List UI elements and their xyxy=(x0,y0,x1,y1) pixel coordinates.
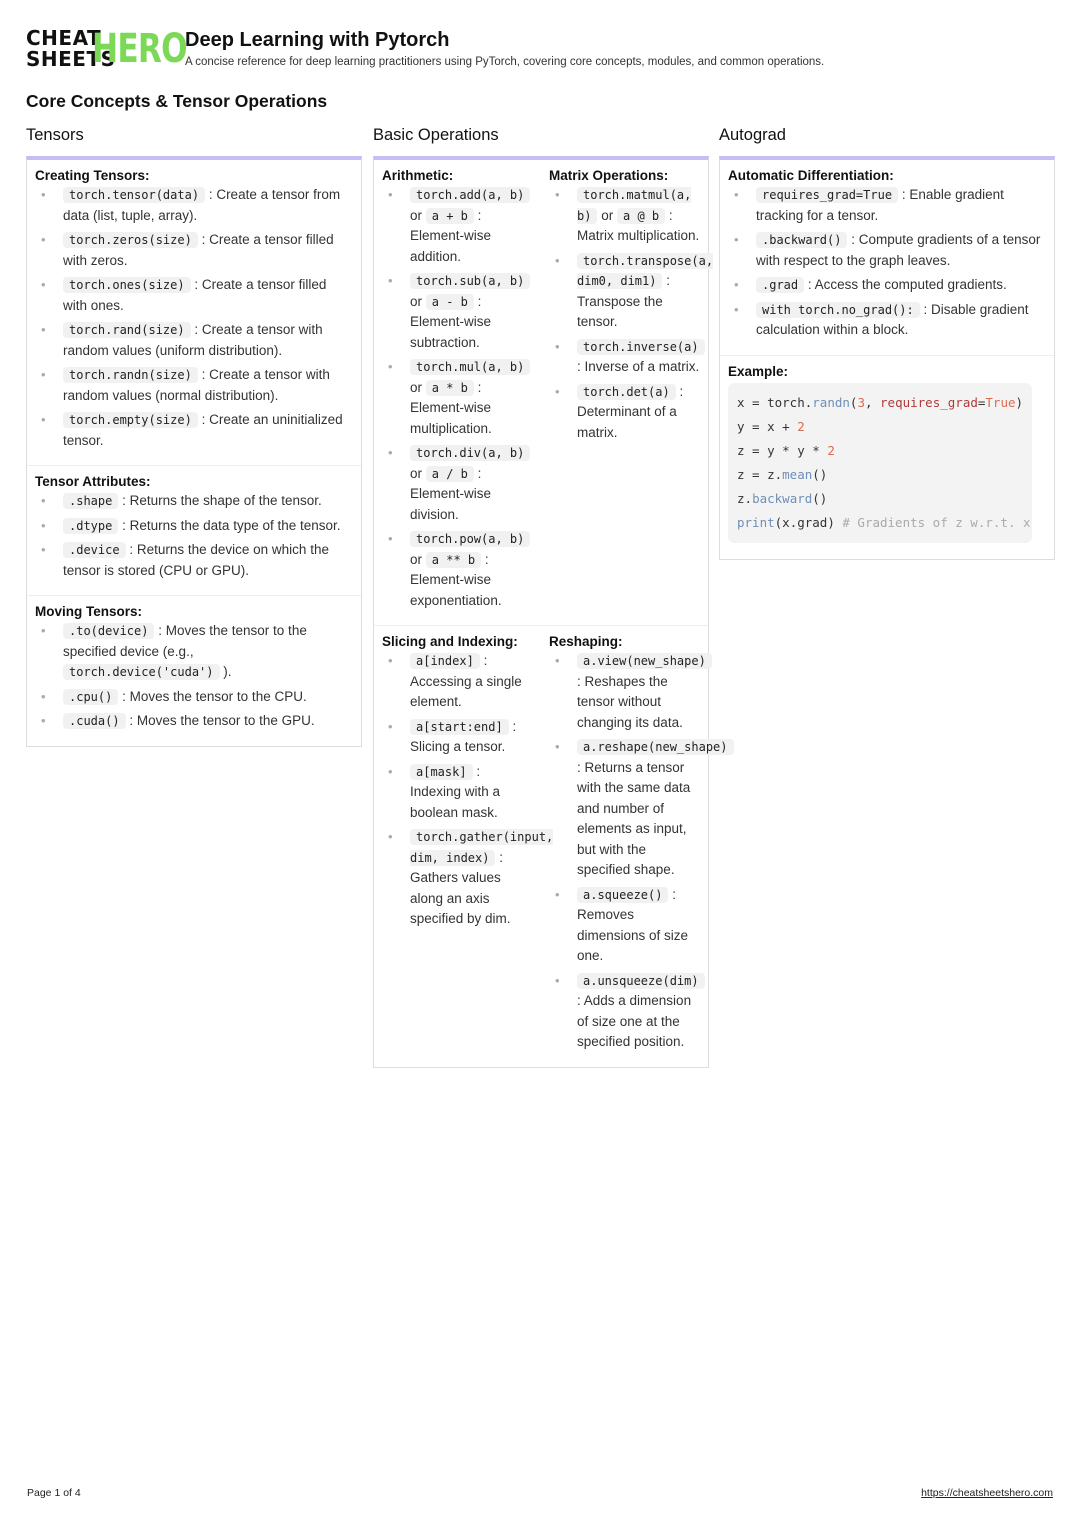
matrix-operations-heading: Matrix Operations: xyxy=(549,168,669,183)
or-text: or xyxy=(601,207,614,223)
item-text: : Create an uninitialized tensor. xyxy=(63,412,343,448)
code-line xyxy=(737,463,1023,487)
list-item xyxy=(35,621,353,683)
list-item xyxy=(549,651,706,733)
code-snippet: .to(device) xyxy=(63,623,154,639)
item-text: : Returns the shape of the tensor. xyxy=(122,493,322,508)
item-text: : Transpose the tensor. xyxy=(577,273,671,329)
list-item xyxy=(549,185,700,247)
code-token: z = z. xyxy=(737,466,783,482)
item-text: : Moves the tensor to the specified device (e.g., xyxy=(63,623,307,659)
or-text: or xyxy=(410,293,423,309)
reshaping-block xyxy=(541,626,728,1067)
tensors-title: Tensors xyxy=(26,126,84,144)
list-item xyxy=(35,320,353,361)
moving-tensors-heading: Moving Tensors: xyxy=(35,604,143,619)
list-item xyxy=(35,540,353,581)
or-text: or xyxy=(410,207,423,223)
matrix-operations-block xyxy=(541,160,714,625)
slicing-block xyxy=(374,626,554,1067)
creating-tensors-heading: Creating Tensors: xyxy=(35,168,150,183)
moving-tensors-block xyxy=(27,596,361,746)
page-title: Deep Learning with Pytorch xyxy=(185,29,450,51)
list-item xyxy=(382,357,533,439)
item-text: : Enable gradient tracking for a tensor. xyxy=(756,187,1004,223)
code-snippet: a[start:end] xyxy=(410,719,509,735)
code-snippet: torch.add(a, b) xyxy=(410,187,530,203)
page-subtitle: A concise reference for deep learning practitioners using PyTorch, covering core concepts, modules, and common operations. xyxy=(185,56,825,68)
example-block xyxy=(720,356,1054,559)
code-token: ) xyxy=(1015,394,1024,410)
item-text: : Moves the tensor to the GPU. xyxy=(129,713,315,728)
code-snippet: torch.randn(size) xyxy=(63,367,198,383)
code-token: 2 xyxy=(797,418,805,434)
slicing-heading: Slicing and Indexing: xyxy=(382,634,518,649)
list-item xyxy=(382,762,533,824)
code-line xyxy=(737,439,1023,463)
code-token: y = x + xyxy=(737,418,798,434)
code-snippet: a.squeeze() xyxy=(577,887,668,903)
or-text: or xyxy=(410,551,423,567)
or-text: or xyxy=(410,465,423,481)
item-text: : Compute gradients of a tensor with respect to the graph leaves. xyxy=(756,232,1041,268)
code-snippet: torch.mul(a, b) xyxy=(410,359,530,375)
code-comment: # Gradients of z w.r.t. x xyxy=(842,514,1031,530)
code-token: x = torch. xyxy=(737,394,813,410)
code-snippet: a / b xyxy=(426,466,474,482)
code-snippet: a.unsqueeze(dim) xyxy=(577,973,705,989)
code-snippet: a[index] xyxy=(410,653,480,669)
code-token: randn xyxy=(812,394,850,410)
code-line xyxy=(737,415,1023,439)
code-token: , xyxy=(864,394,881,410)
code-snippet: a - b xyxy=(426,294,474,310)
arithmetic-block xyxy=(374,160,541,625)
code-snippet: torch.sub(a, b) xyxy=(410,273,530,289)
item-text: : Inverse of a matrix. xyxy=(577,359,700,374)
item-text: : Create a tensor from data (list, tuple, array). xyxy=(63,187,341,223)
item-text: : Create a tensor with random values (uniform distribution). xyxy=(63,322,323,358)
auto-diff-heading: Automatic Differentiation: xyxy=(728,168,894,183)
list-item xyxy=(382,271,533,353)
item-text: : Adds a dimension of size one at the specified position. xyxy=(577,993,692,1049)
code-snippet: .shape xyxy=(63,493,118,509)
list-item xyxy=(35,365,353,406)
code-snippet: a.view(new_shape) xyxy=(577,653,712,669)
item-text: : Disable gradient calculation within a block. xyxy=(756,301,1029,337)
item-text: : Returns a tensor with the same data and number of elements as input, but with the specified shape. xyxy=(577,759,691,877)
item-text: : Accessing a single element. xyxy=(410,653,522,709)
item-text: : Element-wise exponentiation. xyxy=(410,551,502,608)
list-item xyxy=(728,185,1046,226)
item-text: : Determinant of a matrix. xyxy=(577,383,684,440)
code-token: print xyxy=(737,514,775,530)
list-item xyxy=(382,651,533,713)
reshaping-heading: Reshaping: xyxy=(549,634,623,649)
list-item xyxy=(382,717,533,758)
auto-diff-block xyxy=(720,160,1054,356)
code-token: z = y * y * xyxy=(737,442,828,458)
code-snippet: torch.rand(size) xyxy=(63,322,191,338)
list-item xyxy=(549,885,700,967)
logo-hero: HERO xyxy=(92,26,187,72)
code-snippet: a @ b xyxy=(617,208,665,224)
tensors-card xyxy=(26,156,362,747)
item-text: : Returns the device on which the tensor is stored (CPU or GPU). xyxy=(63,542,329,578)
list-item xyxy=(382,529,533,611)
or-text: or xyxy=(410,379,423,395)
code-snippet: a + b xyxy=(426,208,474,224)
item-text: : Element-wise multiplication. xyxy=(410,379,492,436)
code-snippet: a ** b xyxy=(426,552,481,568)
list-item xyxy=(728,300,1046,341)
tensor-attributes-block xyxy=(27,466,361,596)
autograd-title: Autograd xyxy=(719,126,786,144)
list-item xyxy=(35,410,353,451)
code-token: requires_grad xyxy=(880,394,978,410)
code-snippet: torch.div(a, b) xyxy=(410,445,530,461)
basic-row-2 xyxy=(374,626,728,1067)
code-snippet: torch.tensor(data) xyxy=(63,187,205,203)
code-snippet: torch.inverse(a) xyxy=(577,339,705,355)
basic-operations-title: Basic Operations xyxy=(373,126,499,144)
item-text: : Access the computed gradients. xyxy=(807,277,1007,292)
autograd-column xyxy=(719,126,1055,560)
code-snippet: torch.ones(size) xyxy=(63,277,191,293)
code-snippet: .backward() xyxy=(756,232,847,248)
code-snippet: torch.empty(size) xyxy=(63,412,198,428)
item-text: ). xyxy=(223,664,232,679)
item-text: : Element-wise subtraction. xyxy=(410,293,492,350)
autograd-card xyxy=(719,156,1055,560)
page-number: Page 1 of 4 xyxy=(27,1487,81,1499)
code-snippet: torch.zeros(size) xyxy=(63,232,198,248)
example-heading: Example: xyxy=(728,363,789,379)
list-item xyxy=(728,230,1046,271)
list-item xyxy=(35,516,353,537)
tensors-column xyxy=(26,126,362,747)
list-item xyxy=(35,275,353,316)
code-snippet: a[mask] xyxy=(410,764,473,780)
code-snippet: torch.device('cuda') xyxy=(63,664,220,680)
list-item xyxy=(35,230,353,271)
code-token: 3 xyxy=(857,394,865,410)
list-item xyxy=(35,491,353,512)
header xyxy=(26,28,1056,72)
code-snippet: .grad xyxy=(756,277,804,293)
arithmetic-heading: Arithmetic: xyxy=(382,168,454,183)
logo-sheets: SHEETS xyxy=(26,47,116,71)
code-token: () xyxy=(812,466,828,482)
item-text: : Create a tensor filled with zeros. xyxy=(63,232,334,268)
code-snippet: .cpu() xyxy=(63,689,118,705)
list-item xyxy=(382,827,554,930)
code-token: z. xyxy=(737,490,753,506)
code-snippet: .cuda() xyxy=(63,713,126,729)
code-token: ( xyxy=(849,394,858,410)
list-item xyxy=(549,337,700,378)
code-snippet: torch.pow(a, b) xyxy=(410,531,530,547)
basic-row-1 xyxy=(374,160,714,626)
code-line xyxy=(737,511,1031,535)
code-line xyxy=(737,391,1023,415)
list-item xyxy=(382,443,533,525)
code-token: (x.grad) xyxy=(774,514,843,530)
item-text: : Create a tensor filled with ones. xyxy=(63,277,327,313)
item-text: : Create a tensor with random values (normal distribution). xyxy=(63,367,330,403)
code-snippet: torch.matmul(a, b) xyxy=(577,188,692,223)
code-token: = xyxy=(977,394,986,410)
code-snippet: .device xyxy=(63,542,126,558)
code-snippet: torch.gather(input, dim, index) xyxy=(410,830,554,865)
code-example xyxy=(728,383,1032,543)
basic-operations-card xyxy=(373,156,728,1068)
code-line xyxy=(737,487,1023,511)
tensor-attributes-heading: Tensor Attributes: xyxy=(35,474,151,489)
code-snippet: with torch.no_grad(): xyxy=(756,302,920,318)
item-text: : Reshapes the tensor without changing its data. xyxy=(577,673,683,730)
code-snippet: torch.det(a) xyxy=(577,384,676,400)
list-item xyxy=(549,382,700,444)
list-item xyxy=(35,687,353,708)
code-snippet: torch.transpose(a, dim0, dim1) xyxy=(577,253,714,288)
list-item xyxy=(35,185,353,226)
code-token: 2 xyxy=(827,442,835,458)
code-snippet: .dtype xyxy=(63,518,118,534)
code-snippet: a.reshape(new_shape) xyxy=(577,739,734,755)
item-text: : Indexing with a boolean mask. xyxy=(410,763,501,820)
creating-tensors-block xyxy=(27,160,361,466)
item-text: : Matrix multiplication. xyxy=(577,207,700,243)
section-title: Core Concepts & Tensor Operations xyxy=(26,91,328,111)
item-text: : Element-wise division. xyxy=(410,465,492,522)
code-token: True xyxy=(985,394,1016,410)
code-token: backward xyxy=(752,490,813,506)
item-text: : Slicing a tensor. xyxy=(410,718,517,754)
list-item xyxy=(382,185,533,267)
code-token: () xyxy=(812,490,828,506)
code-snippet: a * b xyxy=(426,380,474,396)
list-item xyxy=(549,251,714,333)
footer-link[interactable]: https://cheatsheetshero.com xyxy=(921,1487,1053,1499)
list-item xyxy=(549,971,700,1053)
code-snippet: requires_grad=True xyxy=(756,187,898,203)
basic-operations-column xyxy=(373,126,728,1068)
code-token: mean xyxy=(782,466,813,482)
list-item xyxy=(728,275,1046,296)
list-item xyxy=(549,737,728,881)
item-text: : Returns the data type of the tensor. xyxy=(122,517,341,533)
item-text: : Element-wise addition. xyxy=(410,207,492,264)
item-text: : Removes dimensions of size one. xyxy=(577,886,689,963)
item-text: : Gathers values along an axis specified by dim. xyxy=(410,849,511,926)
item-text: : Moves the tensor to the CPU. xyxy=(122,688,307,704)
logo-cheat: CHEAT xyxy=(26,26,102,50)
list-item xyxy=(35,711,353,732)
logo[interactable] xyxy=(26,26,187,72)
